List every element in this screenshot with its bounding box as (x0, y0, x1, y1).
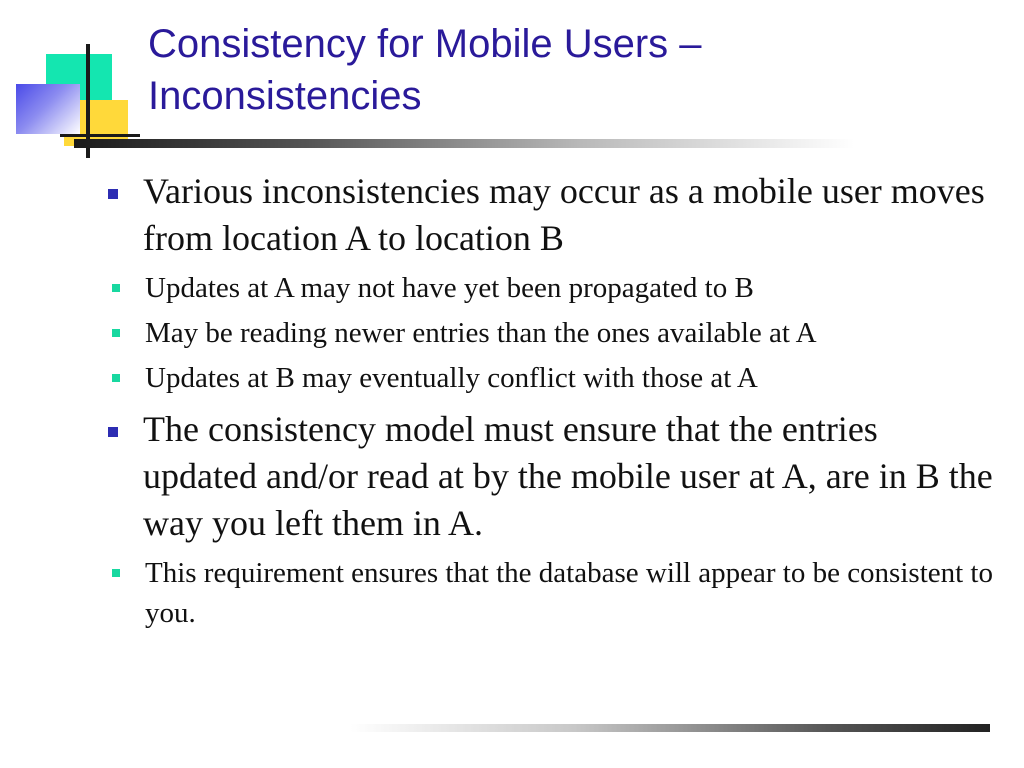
square-bullet-icon (112, 569, 120, 577)
square-bullet-icon (112, 284, 120, 292)
sub-bullet-item (100, 553, 1000, 633)
sub-bullet-item (100, 268, 1000, 308)
sub-bullet-item (100, 358, 1000, 398)
sub-bullet-list (100, 553, 1000, 633)
footer-divider (350, 724, 990, 732)
sub-bullet-text: Updates at A may not have yet been propagated to B (145, 272, 754, 304)
sub-bullet-item (100, 313, 1000, 353)
square-bullet-icon (108, 427, 118, 437)
bullet-item (100, 406, 1000, 547)
bullet-text: Various inconsistencies may occur as a mobile user moves from location A to location B (143, 171, 985, 258)
bullet-item (100, 168, 1000, 262)
title-underline-divider (74, 139, 854, 148)
sub-bullet-text: May be reading newer entries than the ones available at A (145, 317, 817, 349)
sub-bullet-text: This requirement ensures that the database will appear to be consistent to you. (145, 557, 993, 629)
sub-bullet-list (100, 268, 1000, 398)
slide-title-line-2: Inconsistencies (148, 74, 422, 118)
square-bullet-icon (112, 374, 120, 382)
slide-content (100, 168, 1000, 641)
slide-title (148, 18, 988, 122)
square-bullet-icon (112, 329, 120, 337)
logo-horizontal-line (60, 134, 140, 137)
logo-blue-square (16, 84, 80, 134)
square-bullet-icon (108, 189, 118, 199)
bullet-text: The consistency model must ensure that the entries updated and/or read at by the mobile user at A, are in B the way you left them in A. (143, 409, 993, 543)
sub-bullet-text: Updates at B may eventually conflict with those at A (145, 362, 758, 394)
slide-title-line-1: Consistency for Mobile Users – (148, 22, 702, 66)
